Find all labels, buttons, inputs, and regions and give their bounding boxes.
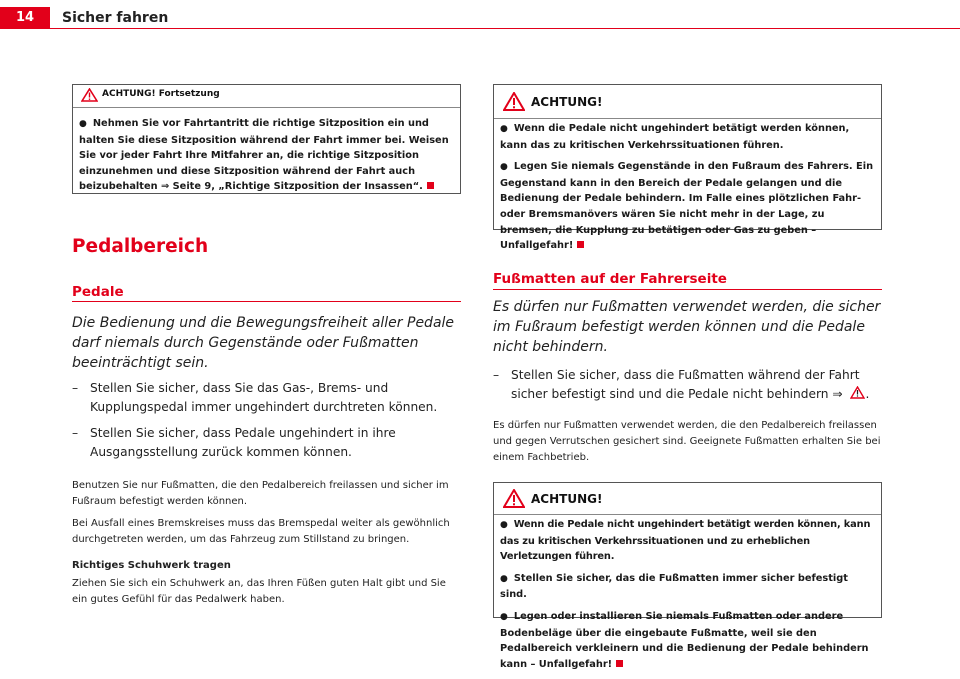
bullet-icon xyxy=(500,123,514,134)
warning-item-text: Wenn die Pedale nicht ungehindert betätigt werden können, kann das zu kritischen Verkehrssituationen führen. xyxy=(500,123,850,151)
warning-item xyxy=(79,116,454,195)
subsection-divider xyxy=(493,289,882,290)
end-mark-icon xyxy=(577,241,584,248)
warning-triangle-icon xyxy=(503,489,525,508)
end-mark-icon xyxy=(427,182,434,189)
bullet-icon xyxy=(79,118,93,129)
pedale-subheading xyxy=(72,558,464,574)
step-text: Stellen Sie sicher, dass die Fußmatten während der Fahrt sicher befestigt sind und die Pedale nicht behindern ⇒ . xyxy=(511,368,870,401)
subsection-divider xyxy=(72,301,461,302)
pedale-paragraph-3: Ziehen Sie sich ein Schuhwerk an, das Ihren Füßen guten Halt gibt und Sie ein gutes Gefühl für das Pedalwerk haben. xyxy=(72,578,446,605)
warning-item xyxy=(500,121,875,153)
warning-item xyxy=(500,609,875,672)
warning-item xyxy=(500,159,875,254)
warning-box-2 xyxy=(493,482,882,670)
pedale-subheading-text: Richtiges Schuhwerk tragen xyxy=(72,560,231,571)
page-number: 14 xyxy=(0,7,50,29)
warning-title: ACHTUNG! Fortsetzung xyxy=(102,89,220,99)
bullet-icon xyxy=(500,611,514,622)
warning-triangle-icon xyxy=(503,92,525,111)
bullet-icon xyxy=(500,573,514,584)
dash-icon: – xyxy=(72,381,79,395)
warning-item-text: Legen oder installieren Sie niemals Fußmatten oder andere Bodenbeläge über die eingebaute Fußmatte, weil sie den Pedalbereich verkleinern und die Bedienung der Pedale behindern kann – Unfallgefahr! xyxy=(500,610,869,670)
header-divider xyxy=(50,28,960,29)
warning-title: ACHTUNG! xyxy=(531,492,603,506)
warning-header xyxy=(73,85,460,108)
fussmatten-step xyxy=(493,366,885,406)
page-header xyxy=(0,0,960,30)
pedale-paragraph-1: Benutzen Sie nur Fußmatten, die den Pedalbereich freilassen und sicher im Fußraum befestigt werden können. xyxy=(72,480,449,507)
step-text: Stellen Sie sicher, dass Sie das Gas-, Brems- und Kupplungspedal immer ungehindert durchtreten können. xyxy=(90,381,438,414)
bullet-icon xyxy=(500,161,514,172)
warning-item-text: Nehmen Sie vor Fahrtantritt die richtige Sitzposition ein und halten Sie diese Sitzposition während der Fahrt immer bei. Weisen Sie vor jeder Fahrt Ihre Mitfahrer an, die richtige Sitzposition einzunehmen und diese Sitzposition während der Fahrt auch beizubehalten ⇒ Seite 9, „Richtige Sitzposition der Insassen“. xyxy=(79,118,449,193)
warning-body xyxy=(73,108,460,201)
dash-icon: – xyxy=(493,368,500,382)
step-text: Stellen Sie sicher, dass Pedale ungehindert in ihre Ausgangsstellung zurück kommen können. xyxy=(90,426,396,459)
fussmatten-paragraph: Es dürfen nur Fußmatten verwendet werden, die den Pedalbereich freilassen und gegen Verrutschen gesichert sind. Geeignete Fußmatten erhalten Sie bei einem Fachbetrieb. xyxy=(493,420,881,463)
warning-triangle-icon xyxy=(850,386,865,399)
pedale-step-1 xyxy=(72,379,464,419)
pedale-intro: Die Bedienung und die Bewegungsfreiheit aller Pedale darf niemals durch Gegenstände oder Fußmatten beeinträchtigt sein. xyxy=(72,315,455,371)
step-text-content: Stellen Sie sicher, dass die Fußmatten während der Fahrt sicher befestigt sind und die Pedale nicht behindern ⇒ xyxy=(511,368,860,401)
section-heading: Pedalbereich xyxy=(72,236,209,257)
warning-header xyxy=(494,85,881,119)
warning-item xyxy=(500,571,875,603)
warning-item-text: Legen Sie niemals Gegenstände in den Fußraum des Fahrers. Ein Gegenstand kann in den Bereich der Pedale gelangen und die Bedienung der Pedale behindern. Im Falle eines plötzlichen Fahr- oder Bremsmanövers wären Sie nicht mehr in der Lage, zu bremsen, die Kupplung zu betätigen oder Gas zu geben – Unfallgefahr! xyxy=(500,161,874,252)
warning-triangle-icon xyxy=(81,88,98,102)
end-mark-icon xyxy=(616,660,623,667)
bullet-icon xyxy=(500,519,514,530)
fussmatten-intro: Es dürfen nur Fußmatten verwendet werden, die sicher im Fußraum befestigt werden können und die Pedale nicht behindern. xyxy=(493,299,881,355)
warning-header xyxy=(494,483,881,515)
warning-item-text: Stellen Sie sicher, das die Fußmatten immer sicher befestigt sind. xyxy=(500,572,848,601)
pedale-step-2 xyxy=(72,424,464,464)
warning-body xyxy=(494,119,881,260)
subsection-heading-pedale: Pedale xyxy=(72,284,124,300)
warning-item xyxy=(500,517,875,565)
warning-item-text: Wenn die Pedale nicht ungehindert betätigt werden können, kann das zu kritischen Verkehrssituationen und zu erheblichen Verletzungen führen. xyxy=(500,519,871,563)
pedale-paragraph-2: Bei Ausfall eines Bremskreises muss das Bremspedal weiter als gewöhnlich durchgetreten werden, um das Fahrzeug zum Stillstand zu bringen. xyxy=(72,518,450,545)
dash-icon: – xyxy=(72,426,79,440)
subsection-heading-fussmatten: Fußmatten auf der Fahrerseite xyxy=(493,271,727,287)
warning-body xyxy=(494,515,881,678)
section-title: Sicher fahren xyxy=(62,10,169,26)
warning-box-continued xyxy=(72,84,461,194)
warning-box-1 xyxy=(493,84,882,252)
warning-title: ACHTUNG! xyxy=(531,95,603,109)
